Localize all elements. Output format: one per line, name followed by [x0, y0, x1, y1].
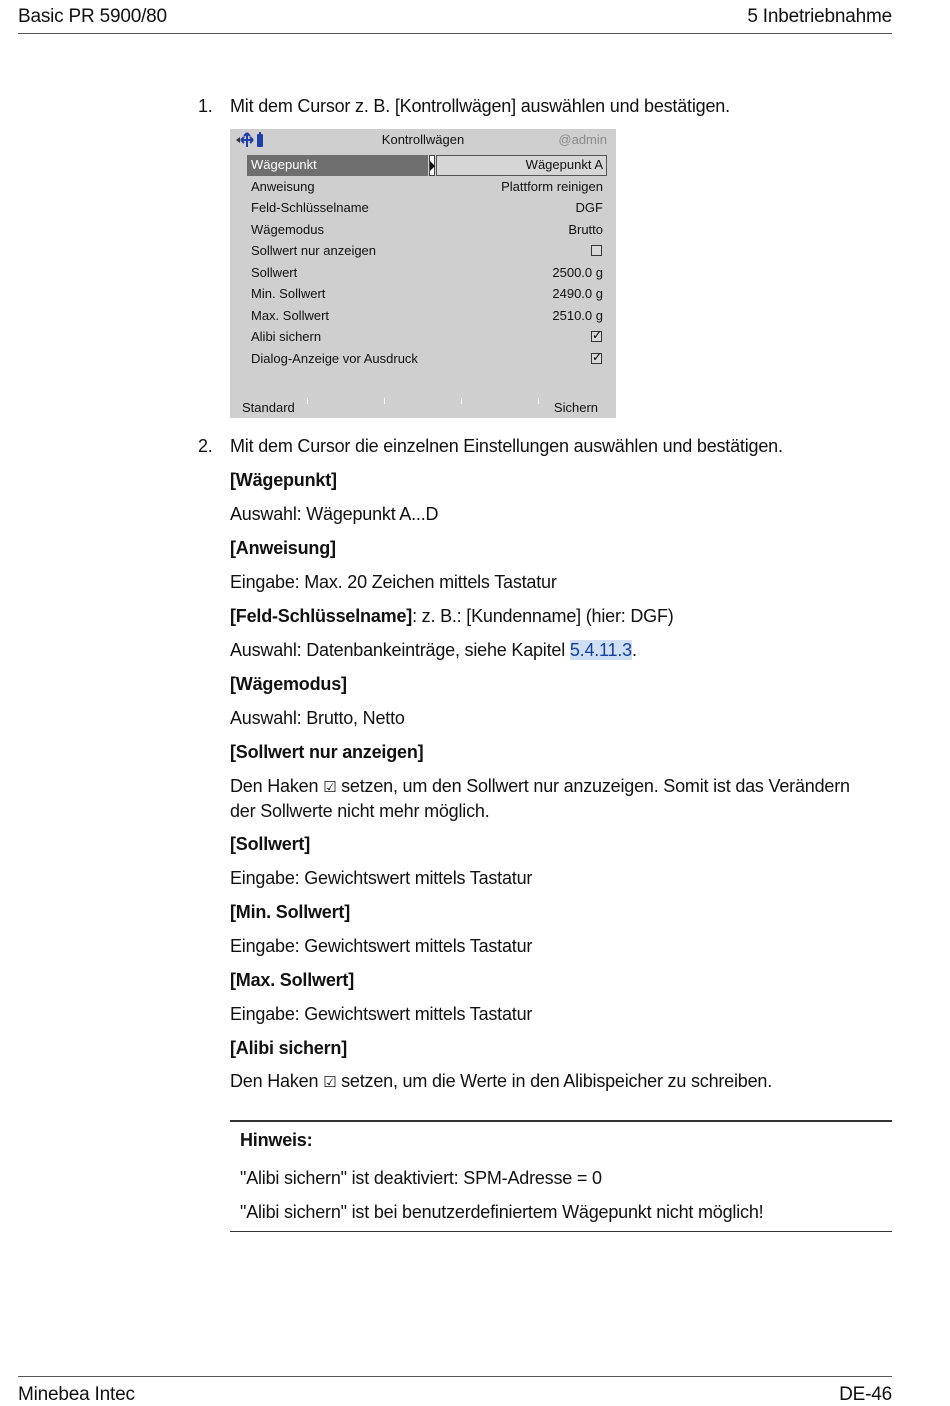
- item-text-waegepunkt: Auswahl: Wägepunkt A...D: [230, 504, 439, 524]
- note-line-2: "Alibi sichern" ist bei benutzerdefiniertem Wägepunkt nicht möglich!: [240, 1202, 764, 1222]
- standard-softkey-label: Standard: [242, 400, 295, 415]
- sichern-softkey[interactable]: [538, 398, 616, 418]
- screen-row-label: Alibi sichern: [251, 329, 322, 344]
- note-bottom-rule: [230, 1231, 892, 1232]
- screen-row-max-sollwert[interactable]: [247, 306, 607, 327]
- softkey-bar: [230, 398, 616, 418]
- item-text-sollwert-nur-anzeigen: [230, 774, 880, 823]
- item-heading-waegemodus: [Wägemodus]: [230, 674, 347, 694]
- screen-row-dialog-anzeige[interactable]: [247, 349, 607, 370]
- screen-row-value: Plattform reinigen: [501, 178, 603, 194]
- screen-title: Kontrollwägen: [381, 132, 465, 147]
- screen-row-label: Sollwert: [251, 264, 298, 280]
- item-text-alibi-sichern: [230, 1071, 772, 1092]
- item-heading-waegepunkt: [Wägepunkt]: [230, 470, 337, 490]
- item-heading-sollwert-nur-anzeigen: [Sollwert nur anzeigen]: [230, 742, 424, 762]
- step-2-text: Mit dem Cursor die einzelnen Einstellungen auswählen und bestätigen.: [230, 436, 783, 456]
- screen-row-label: Min. Sollwert: [251, 286, 326, 301]
- item-heading-bold: [Feld-Schlüsselname]: [230, 606, 413, 626]
- chapter-link[interactable]: 5.4.11.3: [569, 640, 632, 660]
- item-text-max-sollwert: Eingabe: Gewichtswert mittels Tastatur: [230, 1004, 533, 1024]
- item-heading-max-sollwert: [Max. Sollwert]: [230, 970, 355, 990]
- footer-page-number: DE-46: [839, 1384, 892, 1405]
- screen-row-anweisung[interactable]: [247, 177, 607, 198]
- step-1-text: Mit dem Cursor z. B. [Kontrollwägen] auswählen und bestätigen.: [230, 96, 730, 116]
- alibi-sichern-checkbox[interactable]: [591, 331, 602, 342]
- screen-row-value: Brutto: [568, 221, 603, 237]
- header-chapter-title: 5 Inbetriebnahme: [747, 6, 892, 27]
- item-text-suffix: .: [631, 640, 637, 660]
- screen-row-label: Anweisung: [251, 178, 315, 194]
- note-title: Hinweis:: [240, 1130, 313, 1150]
- device-screen: [230, 129, 616, 418]
- item-heading-feld-schluesselname: [230, 606, 674, 627]
- item-heading-rest: : z. B.: [Kundenname] (hier: DGF): [412, 606, 674, 626]
- checkbox-checked-icon: ☑: [323, 778, 337, 796]
- screen-row-min-sollwert[interactable]: [247, 284, 607, 305]
- screen-row-alibi-sichern[interactable]: [247, 327, 607, 348]
- item-heading-anweisung: [Anweisung]: [230, 538, 336, 558]
- standard-softkey[interactable]: [230, 398, 307, 418]
- row-pointer-icon: [429, 155, 435, 176]
- checkbox-checked-icon: ☑: [323, 1073, 337, 1091]
- screen-row-waegemodus[interactable]: [247, 220, 607, 241]
- screen-row-label: Wägemodus: [251, 221, 324, 237]
- step-1-number: 1.: [198, 96, 213, 116]
- item-text-anweisung: Eingabe: Max. 20 Zeichen mittels Tastatur: [230, 572, 557, 592]
- item-text-suffix: setzen, um den Sollwert nur anzuzeigen. Somit ist das Verändern der Sollwerte nicht mehr möglich.: [230, 776, 850, 821]
- footer-rule: [18, 1376, 892, 1377]
- screen-row-label: Max. Sollwert: [251, 307, 330, 323]
- item-text-prefix: Den Haken: [230, 776, 324, 796]
- screen-row-waegepunkt[interactable]: [247, 155, 607, 176]
- dialog-anzeige-checkbox[interactable]: [591, 353, 602, 364]
- item-heading-min-sollwert: [Min. Sollwert]: [230, 902, 350, 922]
- item-text-prefix: Den Haken: [230, 1071, 324, 1091]
- item-heading-sollwert: [Sollwert]: [230, 834, 311, 854]
- screen-row-label: Wägepunkt: [251, 157, 317, 172]
- screen-user: @admin: [558, 132, 607, 147]
- note-line-1: "Alibi sichern" ist deaktiviert: SPM-Adresse = 0: [240, 1168, 602, 1188]
- screen-row-label: Dialog-Anzeige vor Ausdruck: [251, 350, 418, 366]
- item-text-sollwert: Eingabe: Gewichtswert mittels Tastatur: [230, 868, 533, 888]
- item-text-min-sollwert: Eingabe: Gewichtswert mittels Tastatur: [230, 936, 533, 956]
- footer-company: Minebea Intec: [18, 1384, 135, 1405]
- item-text-prefix: Auswahl: Datenbankeinträge, siehe Kapitel: [230, 640, 570, 660]
- sichern-softkey-label: Sichern: [553, 400, 598, 415]
- screen-row-value: 2510.0 g: [552, 307, 603, 323]
- screen-row-sollwert-nur-anzeigen[interactable]: [247, 241, 607, 262]
- item-text-feld-schluesselname: [230, 640, 637, 661]
- screen-row-label: Sollwert nur anzeigen: [251, 243, 377, 258]
- screen-row-value: DGF: [575, 200, 603, 215]
- item-heading-alibi-sichern: [Alibi sichern]: [230, 1038, 348, 1058]
- note-top-rule: [230, 1120, 892, 1122]
- screen-row-label: Feld-Schlüsselname: [251, 200, 369, 215]
- sollwert-nur-anzeigen-checkbox[interactable]: [591, 245, 602, 256]
- screen-row-feld-schluesselname[interactable]: [247, 198, 607, 219]
- header-document-title: Basic PR 5900/80: [18, 6, 167, 27]
- screen-row-sollwert[interactable]: [247, 263, 607, 284]
- step-2-number: 2.: [198, 436, 213, 456]
- screen-row-value: 2500.0 g: [552, 264, 603, 280]
- header-rule: [18, 33, 892, 34]
- screen-row-value: Wägepunkt A: [525, 157, 603, 172]
- item-text-waegemodus: Auswahl: Brutto, Netto: [230, 708, 405, 728]
- screen-row-value: 2490.0 g: [552, 286, 603, 301]
- item-text-suffix: setzen, um die Werte in den Alibispeicher zu schreiben.: [336, 1071, 773, 1091]
